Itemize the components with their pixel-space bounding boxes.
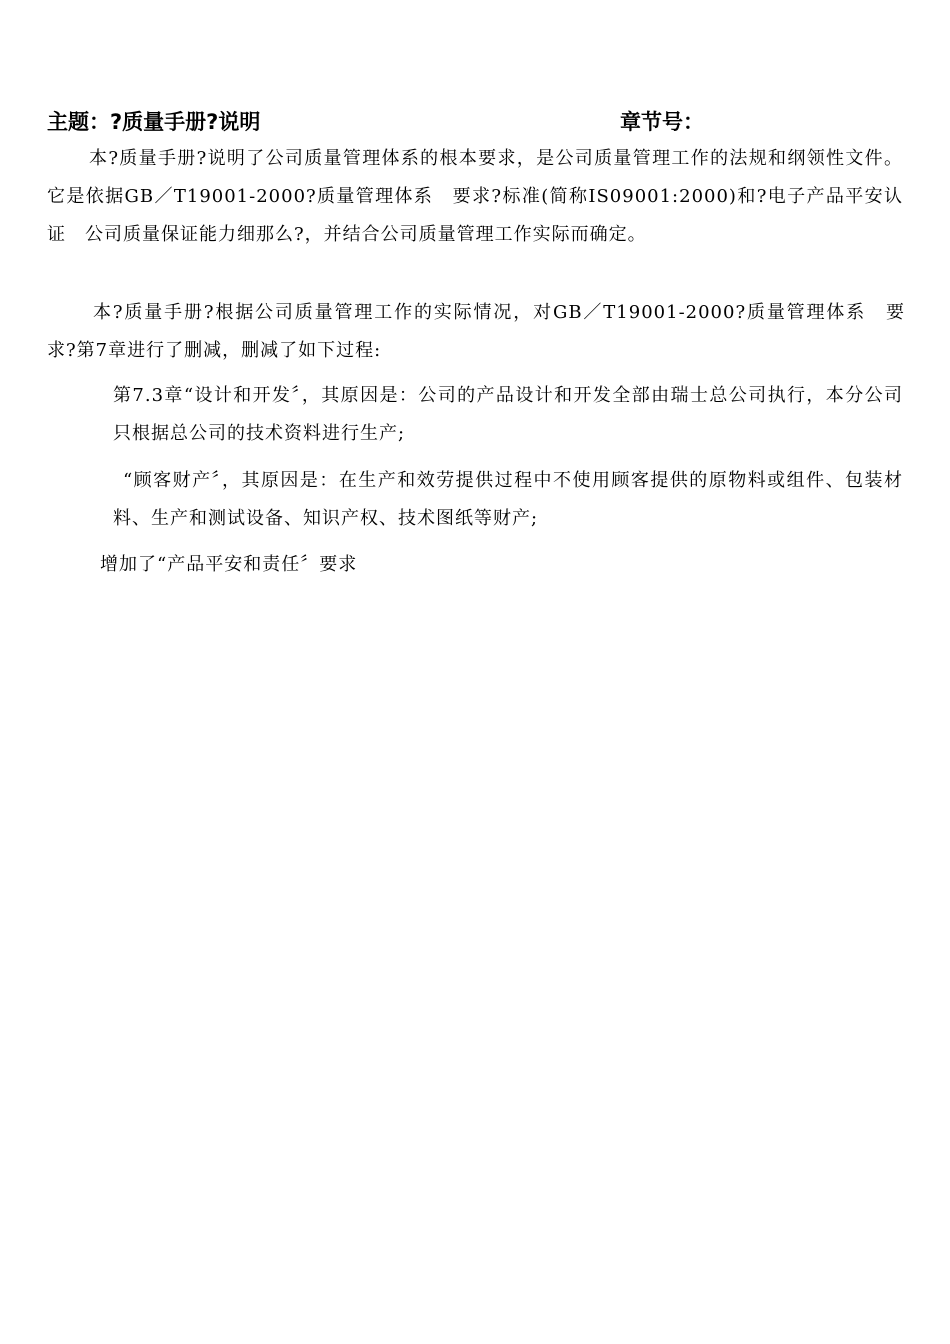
scope-paragraph: 本?质量手册?根据公司质量管理工作的实际情况，对GB／T19001-2000?质量管理体系 要求?第7章进行了删减，删减了如下过程: xyxy=(47,302,905,361)
addition-item: 增加了“产品平安和责任〞要求 xyxy=(100,554,358,575)
document-header xyxy=(47,106,907,138)
intro-paragraph: 本?质量手册?说明了公司质量管理体系的根本要求，是公司质量管理工作的法规和纲领性文件。它是依据GB／T19001-2000?质量管理体系 要求?标准(简称IS09001:2000)和?电子产品平安认证 公司质量保证能力细那么?，并结合公司质量管理工作实际而确定。 xyxy=(47,148,903,245)
exclusion-customer-property-item: “顾客财产〞，其原因是：在生产和效劳提供过程中不使用顾客提供的原物料或组件、包装材料、生产和测试设备、知识产权、技术图纸等财产; xyxy=(113,470,903,529)
chapter-number-label: 章节号： xyxy=(620,110,704,134)
exclusion-design-item: 第7.3章“设计和开发〞，其原因是：公司的产品设计和开发全部由瑞士总公司执行，本分公司只根据总公司的技术资料进行生产; xyxy=(113,385,903,444)
subject-heading: 主题：?质量手册?说明 xyxy=(47,110,261,134)
